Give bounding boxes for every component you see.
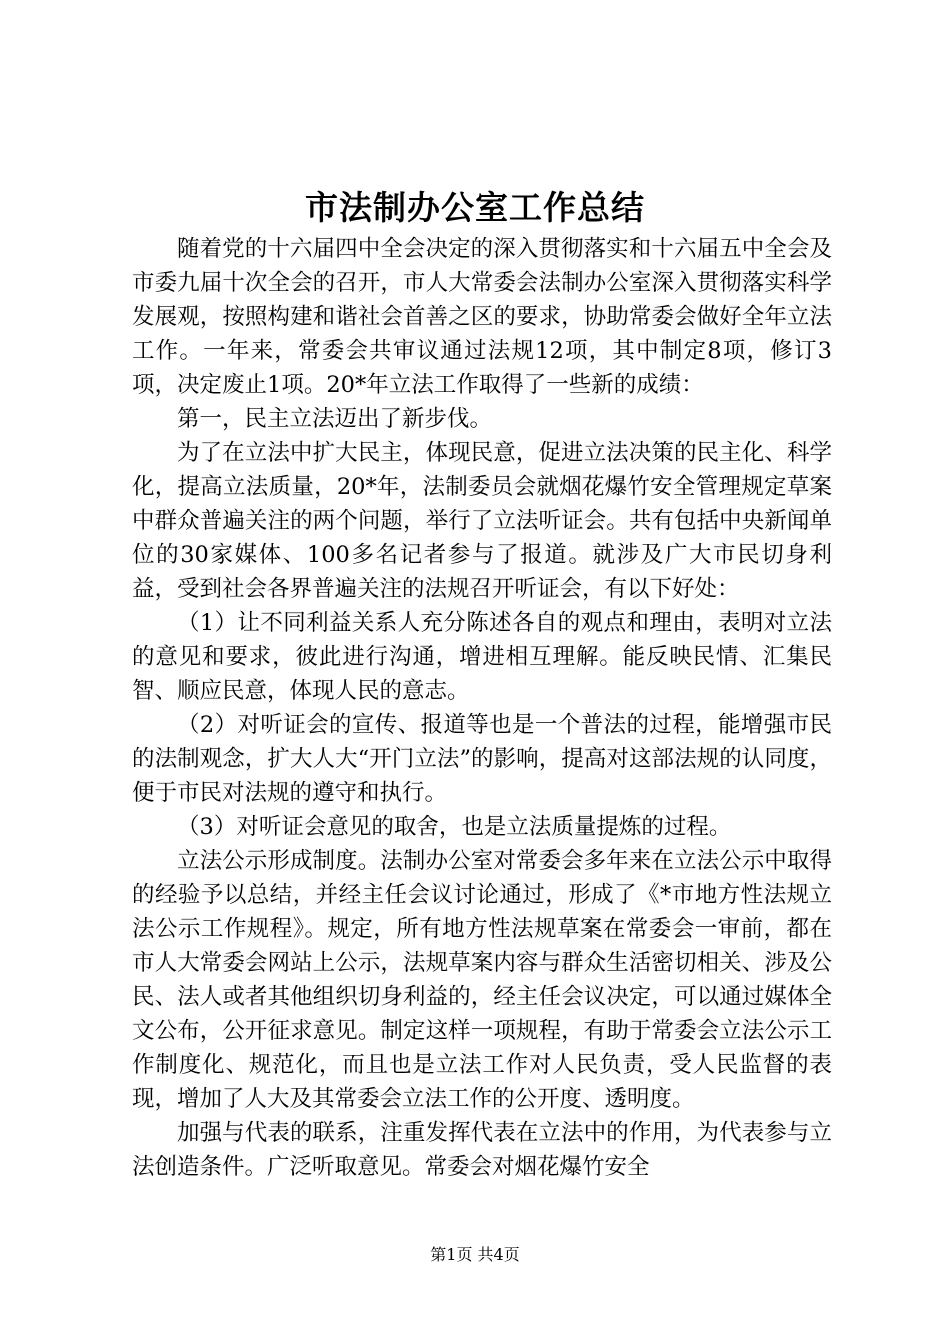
paragraph-representatives: 加强与代表的联系，注重发挥代表在立法中的作用，为代表参与立法创造条件。广泛听取意见。常委会对烟花爆竹安全: [132, 1120, 832, 1180]
document-body: [132, 232, 832, 1184]
paragraph-hearing: 为了在立法中扩大民主，体现民意，促进立法决策的民主化、科学化，提高立法质量，20*年，法制委员会就烟花爆竹安全管理规定草案中群众普遍关注的两个问题，举行了立法听证会。共有包括中央新闻单位的30家媒体、100多名记者参与了报道。就涉及广大市民切身利益，受到社会各界普遍关注的法规召开听证会，有以下好处：: [132, 440, 832, 602]
paragraph-item-2: （2）对听证会的宣传、报道等也是一个普法的过程，能增强市民的法制观念，扩大人大“开门立法”的影响，提高对这部法规的认同度，便于市民对法规的遵守和执行。: [132, 712, 832, 806]
paragraph-item-3: （3）对听证会意见的取舍，也是立法质量提炼的过程。: [177, 814, 732, 840]
page-footer: 第1页 共4页: [430, 1245, 520, 1264]
paragraph-intro: 随着党的十六届四中全会决定的深入贯彻落实和十六届五中全会及市委九届十次全会的召开，市人大常委会法制办公室深入贯彻落实科学发展观，按照构建和谐社会首善之区的要求，协助常委会做好全年立法工作。一年来，常委会共审议通过法规12项，其中制定8项，修订3项，决定废止1项。20*年立法工作取得了一些新的成绩：: [132, 236, 832, 398]
paragraph-item-1: （1）让不同利益关系人充分陈述各自的观点和理由，表明对立法的意见和要求，彼此进行沟通，增进相互理解。能反映民情、汇集民智、顺应民意，体现人民的意志。: [132, 610, 832, 704]
paragraph-heading-first: 第一，民主立法迈出了新步伐。: [177, 406, 493, 432]
document-title: 市法制办公室工作总结: [305, 188, 645, 227]
paragraph-publicity: 立法公示形成制度。法制办公室对常委会多年来在立法公示中取得的经验予以总结，并经主任会议讨论通过，形成了《*市地方性法规立法公示工作规程》。规定，所有地方性法规草案在常委会一审前，都在市人大常委会网站上公示，法规草案内容与群众生活密切相关、涉及公民、法人或者其他组织切身利益的，经主任会议决定，可以通过媒体全文公布，公开征求意见。制定这样一项规程，有助于常委会立法公示工作制度化、规范化，而且也是立法工作对人民负责，受人民监督的表现，增加了人大及其常委会立法工作的公开度、透明度。: [132, 848, 832, 1112]
